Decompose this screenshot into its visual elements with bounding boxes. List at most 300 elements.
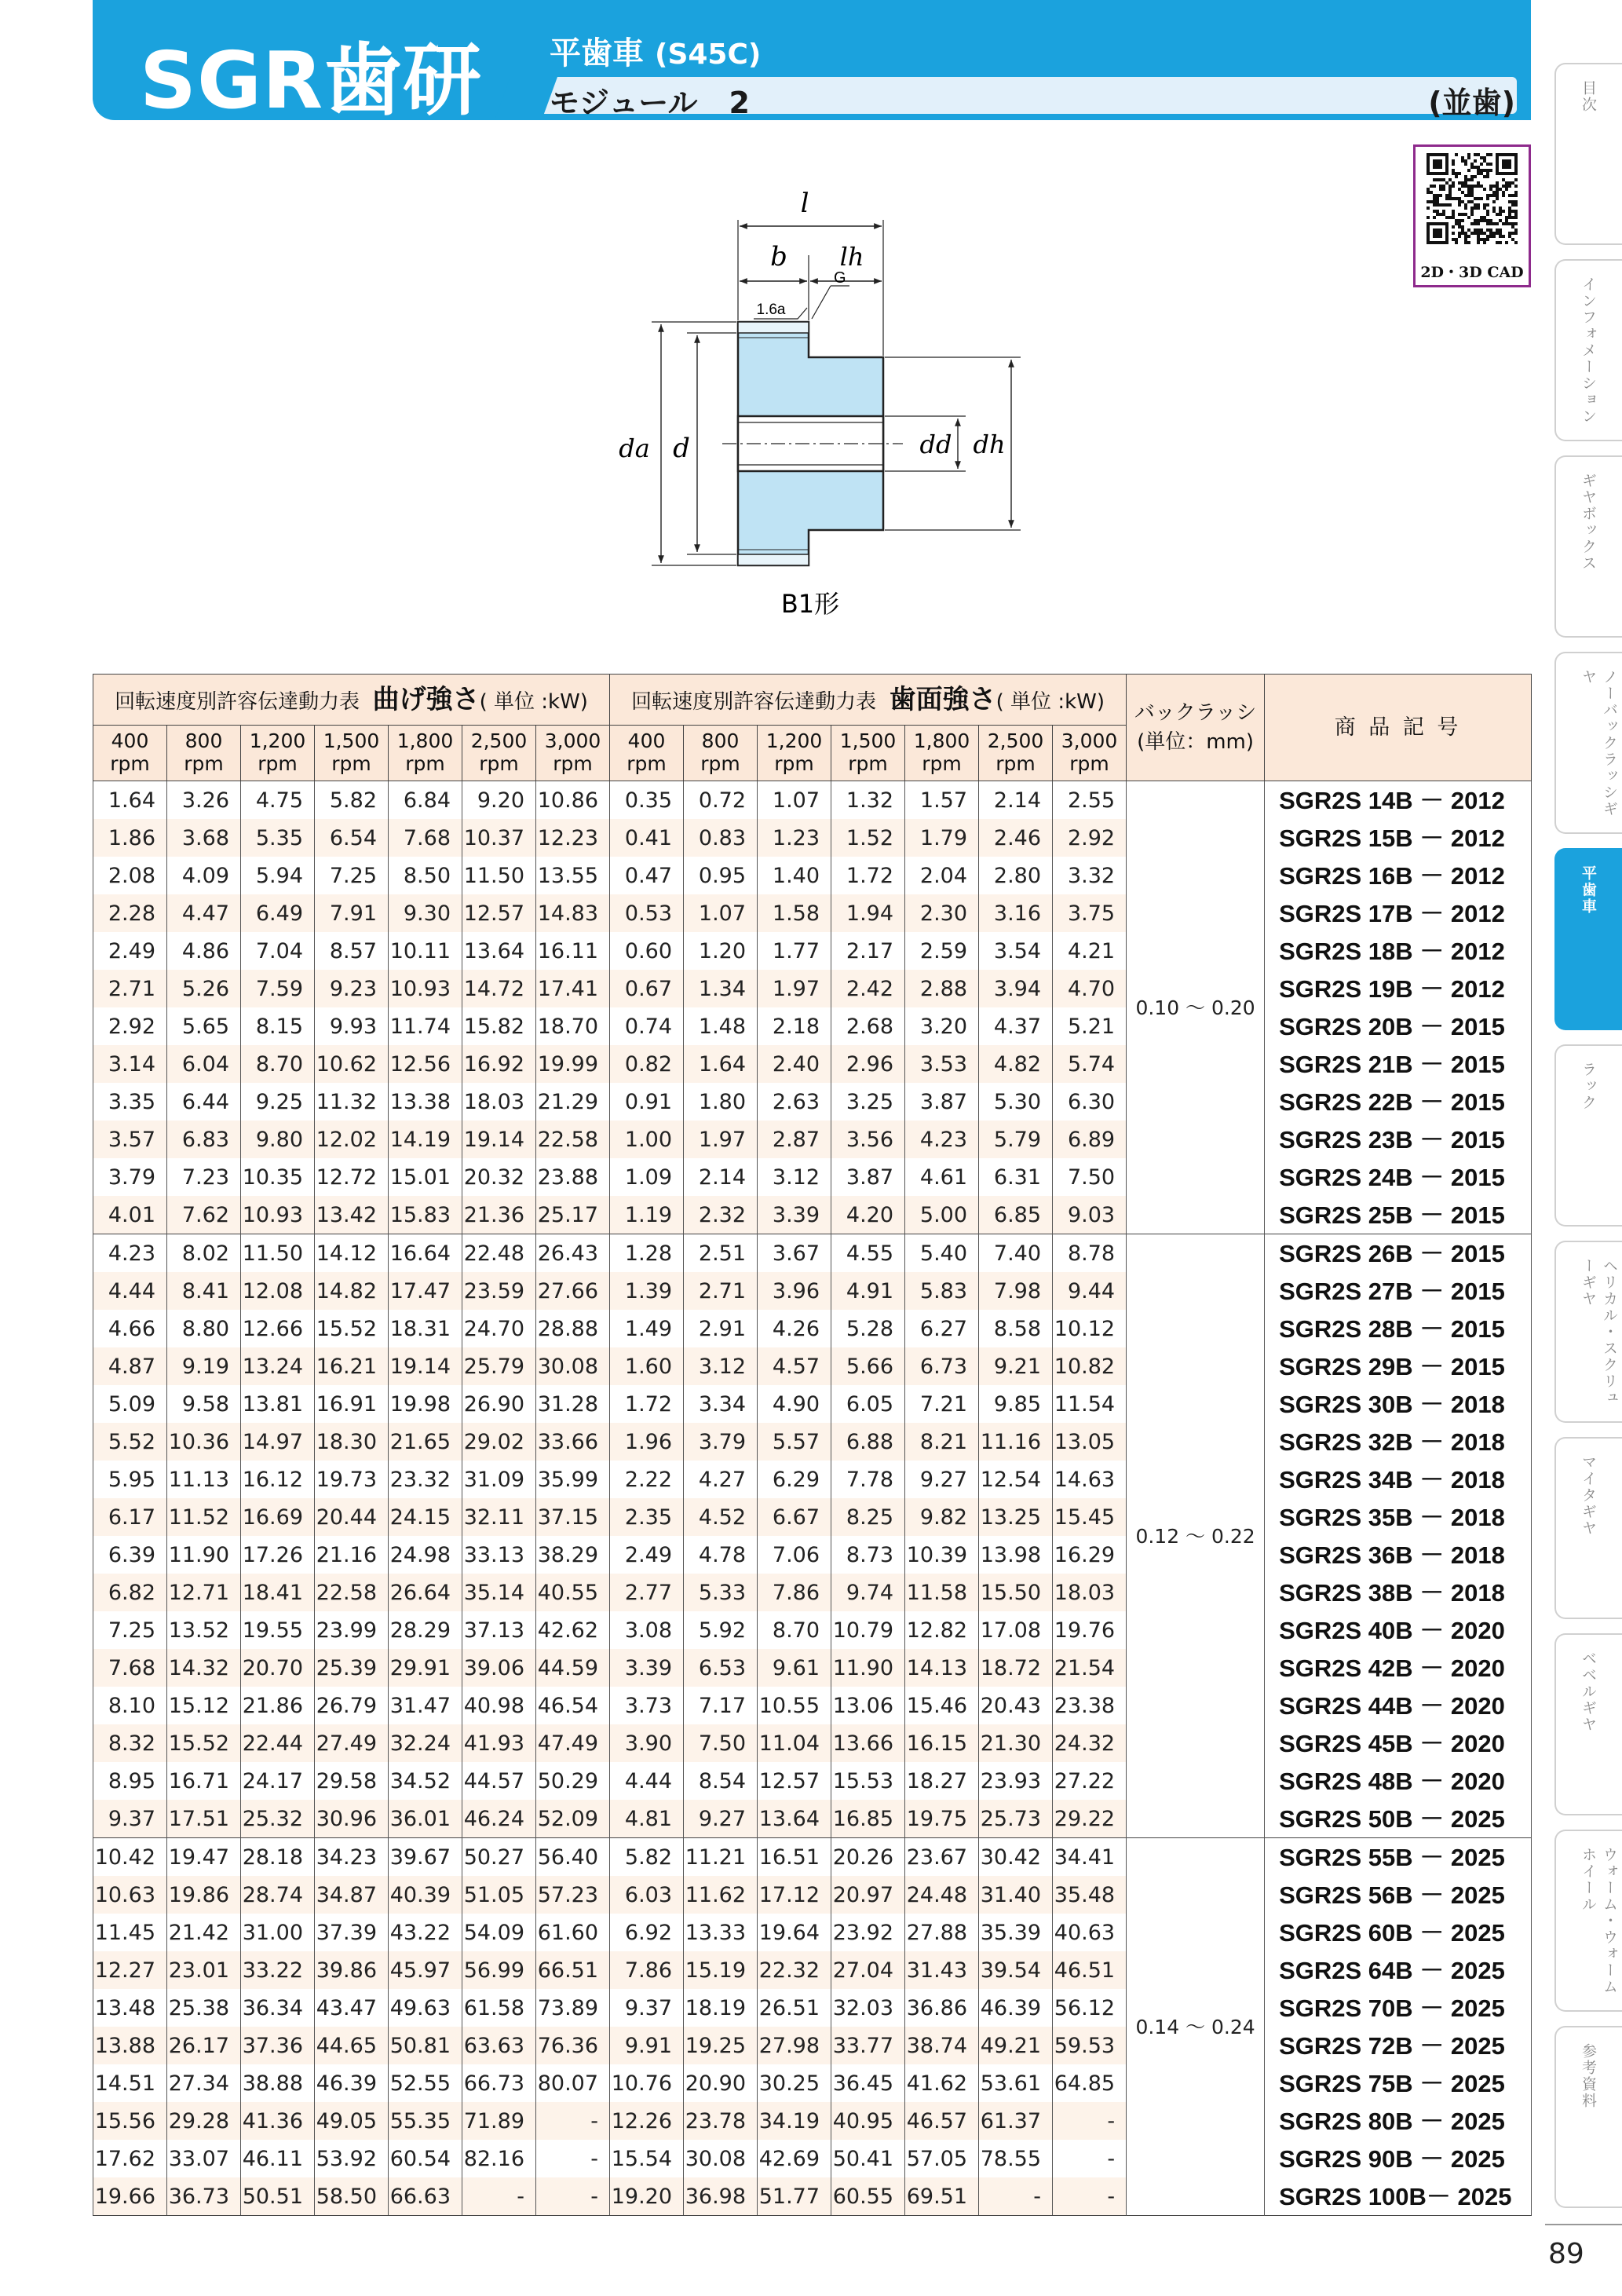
bending-value: 46.11 [241, 2140, 315, 2177]
product-code: SGR2S 80B － 2025 [1265, 2102, 1532, 2140]
bending-value: 18.03 [462, 1083, 536, 1121]
bending-value: 19.14 [389, 1347, 462, 1385]
bending-value: 66.51 [536, 1951, 610, 1989]
surface-value: 21.54 [1053, 1649, 1127, 1687]
bending-value: 16.71 [167, 1762, 241, 1800]
rpm-header: 2,500 rpm [462, 726, 536, 781]
surface-value: 3.34 [684, 1385, 758, 1423]
surface-value: 18.72 [979, 1649, 1053, 1687]
bending-value: 80.07 [536, 2064, 610, 2102]
table-row [93, 1310, 1532, 1347]
sidebar-tab[interactable] [1554, 1437, 1622, 1619]
product-name: 平歯車 [550, 35, 644, 71]
bending-value: 4.09 [167, 857, 241, 894]
bending-value: 33.13 [462, 1536, 536, 1574]
surface-value: 2.46 [979, 819, 1053, 857]
surface-value: 7.86 [758, 1574, 831, 1611]
bending-value: 25.79 [462, 1347, 536, 1385]
bending-value: 61.60 [536, 1914, 610, 1951]
bending-value: 14.51 [93, 2064, 167, 2102]
bending-value: 4.01 [93, 1196, 167, 1234]
bending-value: 8.15 [241, 1007, 315, 1045]
bending-value: 10.35 [241, 1158, 315, 1196]
bending-value: 8.10 [93, 1687, 167, 1724]
bending-value: 37.36 [241, 2027, 315, 2064]
bending-value: 26.43 [536, 1234, 610, 1273]
bending-value: 25.17 [536, 1196, 610, 1234]
product-code: SGR2S 24B － 2015 [1265, 1158, 1532, 1196]
bending-value: 21.65 [389, 1423, 462, 1461]
bending-value: 22.58 [315, 1574, 389, 1611]
surface-value: 1.97 [758, 970, 831, 1007]
sidebar-tab-label: マイタギヤ [1580, 1454, 1597, 1537]
bending-value: 26.90 [462, 1385, 536, 1423]
surface-value: 9.91 [610, 2027, 684, 2064]
product-code: SGR2S 20B － 2015 [1265, 1007, 1532, 1045]
bending-value: 2.28 [93, 894, 167, 932]
surface-value: 2.42 [831, 970, 905, 1007]
bending-value: 2.92 [93, 1007, 167, 1045]
bending-value: 24.70 [462, 1310, 536, 1347]
sidebar-tab[interactable] [1554, 848, 1622, 1030]
bending-value: 27.49 [315, 1724, 389, 1762]
backlash-header: バックラッシ (単位：mm) [1127, 675, 1265, 781]
bending-value: 56.40 [536, 1838, 610, 1877]
surface-value: 46.51 [1053, 1951, 1127, 1989]
bending-value: 50.81 [389, 2027, 462, 2064]
bending-value: 5.82 [315, 781, 389, 820]
surface-value: 11.16 [979, 1423, 1053, 1461]
surface-value: 13.25 [979, 1498, 1053, 1536]
sidebar-tab-label: 平歯車 [1580, 865, 1597, 915]
sidebar-tab-label: ノーバックラッシギヤ [1580, 669, 1618, 817]
bending-value: 21.86 [241, 1687, 315, 1724]
surface-value: 5.79 [979, 1121, 1053, 1158]
sidebar-tab[interactable] [1554, 2026, 1622, 2208]
table-row [93, 1800, 1532, 1838]
product-code: SGR2S 34B － 2018 [1265, 1461, 1532, 1498]
surface-value: 38.74 [905, 2027, 979, 2064]
surface-value: 1.00 [610, 1121, 684, 1158]
module-value: 2 [729, 86, 750, 120]
bending-value: 11.90 [167, 1536, 241, 1574]
sidebar-tab-label: ベベルギヤ [1580, 1651, 1597, 1733]
bending-value: 50.27 [462, 1838, 536, 1877]
surface-value: 6.05 [831, 1385, 905, 1423]
bending-value: 19.55 [241, 1611, 315, 1649]
surface-value: 24.48 [905, 1876, 979, 1914]
surface-value: 5.92 [684, 1611, 758, 1649]
bending-value: 13.55 [536, 857, 610, 894]
bending-value: 9.25 [241, 1083, 315, 1121]
bending-value: 22.58 [536, 1121, 610, 1158]
bending-value: 8.41 [167, 1272, 241, 1310]
surface-value: 12.54 [979, 1461, 1053, 1498]
bending-value: 10.11 [389, 932, 462, 970]
bending-value: 23.99 [315, 1611, 389, 1649]
surface-value: 1.34 [684, 970, 758, 1007]
surface-value: 23.38 [1053, 1687, 1127, 1724]
bending-value: 8.32 [93, 1724, 167, 1762]
surface-value: 2.17 [831, 932, 905, 970]
bending-value: 44.59 [536, 1649, 610, 1687]
surface-value: 3.75 [1053, 894, 1127, 932]
bending-value: 12.72 [315, 1158, 389, 1196]
surface-value: 12.26 [610, 2102, 684, 2140]
surface-value: 9.44 [1053, 1272, 1127, 1310]
product-code: SGR2S 72B － 2025 [1265, 2027, 1532, 2064]
bending-value: 34.23 [315, 1838, 389, 1877]
bending-value: 35.14 [462, 1574, 536, 1611]
bending-value: 52.09 [536, 1800, 610, 1838]
surface-value: 4.21 [1053, 932, 1127, 970]
surface-value: 19.75 [905, 1800, 979, 1838]
bending-value: 12.57 [462, 894, 536, 932]
table-row [93, 2102, 1532, 2140]
bending-value: 26.17 [167, 2027, 241, 2064]
bending-value: 6.49 [241, 894, 315, 932]
bending-value: 31.28 [536, 1385, 610, 1423]
sidebar-tab[interactable] [1554, 1633, 1622, 1815]
surface-value: 2.14 [979, 781, 1053, 820]
dim-lh: lh [839, 242, 864, 272]
bending-value: 6.83 [167, 1121, 241, 1158]
bending-value: 49.63 [389, 1989, 462, 2027]
surface-value: 8.25 [831, 1498, 905, 1536]
surface-value: 5.57 [758, 1423, 831, 1461]
bending-value: 33.07 [167, 2140, 241, 2177]
surface-value: 3.16 [979, 894, 1053, 932]
sidebar-tab[interactable] [1554, 455, 1622, 638]
product-code: SGR2S 70B － 2025 [1265, 1989, 1532, 2027]
table-row [93, 970, 1532, 1007]
bending-value: 19.47 [167, 1838, 241, 1877]
bending-value: 8.50 [389, 857, 462, 894]
product-code: SGR2S 48B － 2020 [1265, 1762, 1532, 1800]
spec-table [93, 674, 1532, 2216]
product-code: SGR2S 90B － 2025 [1265, 2140, 1532, 2177]
surface-value: 4.90 [758, 1385, 831, 1423]
bending-value: 7.23 [167, 1158, 241, 1196]
surface-value: 7.98 [979, 1272, 1053, 1310]
bending-value: 28.29 [389, 1611, 462, 1649]
sidebar-tab[interactable] [1554, 652, 1622, 834]
sidebar-tab[interactable] [1554, 259, 1622, 441]
surface-value: 4.23 [905, 1121, 979, 1158]
product-code: SGR2S 14B － 2012 [1265, 781, 1532, 820]
bending-value: 32.24 [389, 1724, 462, 1762]
surface-value: 1.48 [684, 1007, 758, 1045]
surface-value: 2.55 [1053, 781, 1127, 820]
surface-value: 19.20 [610, 2177, 684, 2216]
bending-value: 40.39 [389, 1876, 462, 1914]
bending-value: 34.52 [389, 1762, 462, 1800]
surface-value: 17.12 [758, 1876, 831, 1914]
surface-value: 1.72 [831, 857, 905, 894]
bending-value: 39.67 [389, 1838, 462, 1877]
bending-value: 47.49 [536, 1724, 610, 1762]
surface-value: 1.32 [831, 781, 905, 820]
surface-value: 10.79 [831, 1611, 905, 1649]
surface-value: 3.54 [979, 932, 1053, 970]
surface-value: 2.63 [758, 1083, 831, 1121]
surface-value: 11.21 [684, 1838, 758, 1877]
bending-value: 16.64 [389, 1234, 462, 1273]
surface-value: 15.53 [831, 1762, 905, 1800]
surface-value: 8.58 [979, 1310, 1053, 1347]
brand-title: SGR歯研 [140, 35, 483, 126]
surface-value: 1.20 [684, 932, 758, 970]
bending-value: 4.87 [93, 1347, 167, 1385]
surface-value: 3.79 [684, 1423, 758, 1461]
dim-da: da [619, 433, 650, 463]
surface-value: 3.87 [831, 1158, 905, 1196]
bending-value: 17.47 [389, 1272, 462, 1310]
surface-value: 3.94 [979, 970, 1053, 1007]
bending-value: 24.15 [389, 1498, 462, 1536]
bending-value: 50.51 [241, 2177, 315, 2216]
surface-value: 23.78 [684, 2102, 758, 2140]
surface-value: 3.53 [905, 1045, 979, 1083]
surface-value: 29.22 [1053, 1800, 1127, 1838]
bending-value: 21.42 [167, 1914, 241, 1951]
bending-value: 2.08 [93, 857, 167, 894]
rpm-header: 1,800 rpm [905, 726, 979, 781]
bending-value: 42.62 [536, 1611, 610, 1649]
product-code: SGR2S 23B － 2015 [1265, 1121, 1532, 1158]
surface-value: 33.77 [831, 2027, 905, 2064]
bending-value: 1.86 [93, 819, 167, 857]
rpm-header: 1,500 rpm [315, 726, 389, 781]
bending-value: 10.93 [241, 1196, 315, 1234]
surface-value: 9.27 [905, 1461, 979, 1498]
surface-value: 1.80 [684, 1083, 758, 1121]
surface-value: 78.55 [979, 2140, 1053, 2177]
bending-value: 28.18 [241, 1838, 315, 1877]
bending-value: 9.30 [389, 894, 462, 932]
bending-value: 15.83 [389, 1196, 462, 1234]
surface-value: 30.42 [979, 1838, 1053, 1877]
qr-code-icon [1427, 153, 1518, 244]
bending-value: 51.05 [462, 1876, 536, 1914]
surface-value: 7.40 [979, 1234, 1053, 1273]
table-row [93, 1989, 1532, 2027]
bending-value: 11.32 [315, 1083, 389, 1121]
table-row [93, 1649, 1532, 1687]
bending-value: 24.98 [389, 1536, 462, 1574]
sidebar-tab-label: 目次 [1580, 80, 1597, 113]
bending-value: 33.66 [536, 1423, 610, 1461]
bending-value: 11.52 [167, 1498, 241, 1536]
table-row [93, 1272, 1532, 1310]
table-row [93, 1121, 1532, 1158]
bending-value: 63.63 [462, 2027, 536, 2064]
product-code: SGR2S 25B － 2015 [1265, 1196, 1532, 1234]
bending-value: 46.39 [315, 2064, 389, 2102]
sidebar-tab[interactable] [1554, 1830, 1622, 2012]
surface-value: 0.74 [610, 1007, 684, 1045]
bending-value: 6.17 [93, 1498, 167, 1536]
bending-value: 13.48 [93, 1989, 167, 2027]
bending-value: 24.17 [241, 1762, 315, 1800]
footer-rule [1545, 2224, 1622, 2225]
surface-value: 0.91 [610, 1083, 684, 1121]
sidebar-tab[interactable] [1554, 1044, 1622, 1227]
bending-value: 40.55 [536, 1574, 610, 1611]
surface-value: 46.39 [979, 1989, 1053, 2027]
sidebar-tab[interactable] [1554, 1241, 1622, 1423]
surface-value: 13.64 [758, 1800, 831, 1838]
surface-value: 3.12 [684, 1347, 758, 1385]
surface-value: 27.04 [831, 1951, 905, 1989]
surface-value: 1.07 [684, 894, 758, 932]
surface-value: 1.40 [758, 857, 831, 894]
table-row [93, 1838, 1532, 1877]
surface-value: 10.55 [758, 1687, 831, 1724]
bending-value: 37.39 [315, 1914, 389, 1951]
bending-value: 26.64 [389, 1574, 462, 1611]
sidebar-tab-label: インフォメーション [1580, 276, 1597, 425]
cad-qr-link[interactable] [1413, 144, 1531, 287]
bending-value: 52.55 [389, 2064, 462, 2102]
surface-value: 7.50 [1053, 1158, 1127, 1196]
table-row [93, 1876, 1532, 1914]
bending-value: 37.13 [462, 1611, 536, 1649]
bending-value: 5.26 [167, 970, 241, 1007]
surface-value: 5.66 [831, 1347, 905, 1385]
surface-value: 20.97 [831, 1876, 905, 1914]
bending-value: - [536, 2177, 610, 2216]
surface-value: 15.46 [905, 1687, 979, 1724]
surface-value: 6.27 [905, 1310, 979, 1347]
bending-value: 29.58 [315, 1762, 389, 1800]
bending-value: 9.80 [241, 1121, 315, 1158]
bending-value: 39.06 [462, 1649, 536, 1687]
surface-value: 3.96 [758, 1272, 831, 1310]
table-row [93, 1724, 1532, 1762]
surface-value: 3.90 [610, 1724, 684, 1762]
surface-value: 2.51 [684, 1234, 758, 1273]
bending-value: 11.45 [93, 1914, 167, 1951]
bending-value: 20.32 [462, 1158, 536, 1196]
surface-value: 0.35 [610, 781, 684, 820]
surface-value: 5.82 [610, 1838, 684, 1877]
bending-value: 38.88 [241, 2064, 315, 2102]
bending-value: 3.14 [93, 1045, 167, 1083]
bending-value: 29.02 [462, 1423, 536, 1461]
product-code: SGR2S 100B－ 2025 [1265, 2177, 1532, 2216]
bending-value: 10.93 [389, 970, 462, 1007]
bending-value: 45.97 [389, 1951, 462, 1989]
surface-value: 61.37 [979, 2102, 1053, 2140]
product-code: SGR2S 50B － 2025 [1265, 1800, 1532, 1838]
surface-value: 50.41 [831, 2140, 905, 2177]
bending-value: 18.31 [389, 1310, 462, 1347]
surface-value: 13.98 [979, 1536, 1053, 1574]
product-title [550, 28, 761, 73]
surface-value: 1.79 [905, 819, 979, 857]
bending-value: 20.44 [315, 1498, 389, 1536]
bending-value: 7.91 [315, 894, 389, 932]
surface-value: 0.47 [610, 857, 684, 894]
bending-value: 76.36 [536, 2027, 610, 2064]
surface-value: 2.96 [831, 1045, 905, 1083]
bending-value: 4.47 [167, 894, 241, 932]
surface-value: 16.29 [1053, 1536, 1127, 1574]
bending-value: 10.42 [93, 1838, 167, 1877]
surface-value: 32.03 [831, 1989, 905, 2027]
bending-value: 2.49 [93, 932, 167, 970]
bending-value: 41.36 [241, 2102, 315, 2140]
surface-value: 7.50 [684, 1724, 758, 1762]
bending-value: 9.19 [167, 1347, 241, 1385]
bending-value: 11.13 [167, 1461, 241, 1498]
bending-value: 5.94 [241, 857, 315, 894]
rpm-header: 1,200 rpm [241, 726, 315, 781]
gear-drawing [597, 173, 1036, 628]
surface-value: 8.21 [905, 1423, 979, 1461]
surface-value: 49.21 [979, 2027, 1053, 2064]
surface-value: 30.08 [684, 2140, 758, 2177]
sidebar-tab[interactable] [1554, 63, 1622, 245]
surface-value: 27.98 [758, 2027, 831, 2064]
bending-value: 17.26 [241, 1536, 315, 1574]
bending-value: 10.36 [167, 1423, 241, 1461]
table-row [93, 1083, 1532, 1121]
bending-value: 66.73 [462, 2064, 536, 2102]
label-g: G [834, 269, 846, 287]
surface-value: 3.87 [905, 1083, 979, 1121]
bending-value: 34.87 [315, 1876, 389, 1914]
surface-value: 5.21 [1053, 1007, 1127, 1045]
bending-value: 6.04 [167, 1045, 241, 1083]
surface-value: 5.40 [905, 1234, 979, 1273]
tooth-top [738, 322, 809, 333]
surface-value: 8.73 [831, 1536, 905, 1574]
bending-value: 19.14 [462, 1121, 536, 1158]
bending-value: 23.88 [536, 1158, 610, 1196]
product-code: SGR2S 17B － 2012 [1265, 894, 1532, 932]
surface-value: 1.09 [610, 1158, 684, 1196]
bending-value: 31.47 [389, 1687, 462, 1724]
rpm-header: 400 rpm [93, 726, 167, 781]
sidebar-tab-label: ラック [1580, 1062, 1597, 1111]
surface-value: 4.27 [684, 1461, 758, 1498]
bending-value: 28.88 [536, 1310, 610, 1347]
dim-d: d [673, 433, 690, 464]
surface-value: 10.82 [1053, 1347, 1127, 1385]
surface-value: 23.67 [905, 1838, 979, 1877]
bending-value: 18.70 [536, 1007, 610, 1045]
bending-value: 8.02 [167, 1234, 241, 1273]
surface-value: 17.08 [979, 1611, 1053, 1649]
bending-value: 9.93 [315, 1007, 389, 1045]
bending-value: 46.24 [462, 1800, 536, 1838]
surface-value: 9.85 [979, 1385, 1053, 1423]
surface-value: 64.85 [1053, 2064, 1127, 2102]
bending-value: 19.66 [93, 2177, 167, 2216]
surface-value: 3.39 [610, 1649, 684, 1687]
module-line [550, 79, 750, 122]
bending-value: 37.15 [536, 1498, 610, 1536]
table-row [93, 1196, 1532, 1234]
surface-value: 40.63 [1053, 1914, 1127, 1951]
surface-value: 24.32 [1053, 1724, 1127, 1762]
product-code: SGR2S 30B － 2018 [1265, 1385, 1532, 1423]
bending-value: 12.56 [389, 1045, 462, 1083]
table-row [93, 894, 1532, 932]
bending-value: 21.16 [315, 1536, 389, 1574]
